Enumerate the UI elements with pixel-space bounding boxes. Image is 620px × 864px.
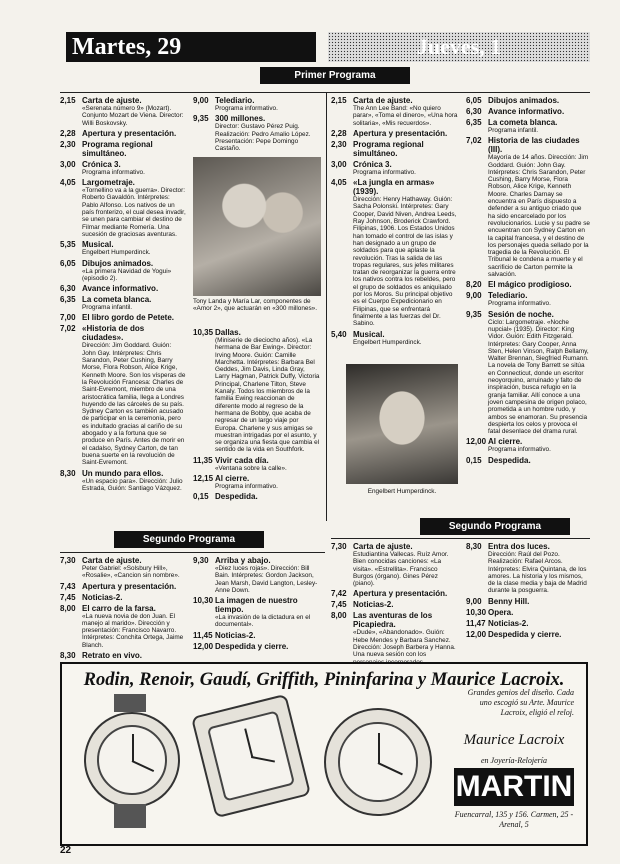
program-title: Dibujos animados. bbox=[488, 96, 560, 105]
watch-large-icon bbox=[324, 708, 432, 816]
program-entry bbox=[466, 619, 590, 628]
segundo-right-column-2 bbox=[466, 542, 590, 655]
program-title: 300 millones. bbox=[215, 114, 266, 124]
program-title: Benny Hill. bbox=[488, 596, 530, 606]
program-entry bbox=[60, 129, 186, 138]
program-time: 9,00 bbox=[466, 291, 482, 301]
segundo-right-column-1 bbox=[331, 542, 459, 659]
program-title: Apertura y presentación. bbox=[353, 128, 448, 138]
divider bbox=[331, 538, 590, 539]
program-title: Telediario. bbox=[215, 96, 255, 105]
schedule-column-2-top bbox=[193, 96, 321, 154]
program-description: «Dude», «Abandonado». Guión: Hebe Mendes y Barbara Sanchez. Dirección: Joseph Barbera y Hanna. Una nueva sesión con los bbox=[353, 629, 456, 659]
singer-photo bbox=[346, 364, 458, 484]
program-time: 5,40 bbox=[331, 329, 347, 339]
store-address: Fuencarral, 135 y 156. Carmen, 25 - Arenal, 5 bbox=[454, 810, 574, 829]
program-time: 10,35 bbox=[193, 328, 214, 337]
program-entry bbox=[193, 456, 321, 472]
program-description: Programa informativo. bbox=[488, 446, 551, 454]
program-time: 3,00 bbox=[60, 159, 76, 169]
program-title: Noticias-2. bbox=[82, 592, 123, 602]
program-description: Estudiantina Vallecas. Ruíz Amor. Bien conocidas canciones: «La visita». «Estrellita». Francisco Burgos (órgano). Gines Pérez (piano). bbox=[353, 551, 449, 588]
program-entry bbox=[331, 611, 459, 665]
program-entry bbox=[466, 107, 590, 116]
program-title: La imagen de nuestro tiempo. bbox=[215, 596, 298, 615]
program-title: Programa regional simultáneo. bbox=[82, 139, 153, 158]
program-entry bbox=[331, 178, 459, 327]
program-entry bbox=[331, 600, 459, 609]
program-entry bbox=[193, 631, 321, 640]
program-entry bbox=[466, 96, 590, 105]
program-entry bbox=[466, 136, 590, 278]
column-divider bbox=[326, 93, 327, 521]
program-title: Vivir cada día. bbox=[215, 455, 269, 465]
program-time: 11,35 bbox=[193, 455, 213, 465]
program-time: 4,05 bbox=[331, 178, 347, 188]
program-title: Arriba y abajo. bbox=[215, 556, 271, 565]
divider bbox=[60, 92, 590, 93]
program-time: 12,00 bbox=[193, 641, 214, 651]
program-entry bbox=[60, 140, 186, 158]
segundo-programa-banner-right: Segundo Programa bbox=[420, 518, 570, 535]
program-title: El mágico prodigioso. bbox=[488, 280, 572, 290]
program-entry bbox=[60, 593, 186, 602]
program-time: 4,05 bbox=[60, 178, 76, 188]
program-title: La cometa blanca. bbox=[82, 295, 152, 305]
program-title: Sesión de noche. bbox=[488, 309, 554, 319]
program-title: El libro gordo de Petete. bbox=[82, 313, 175, 323]
program-entry bbox=[466, 456, 590, 465]
program-time: 2,30 bbox=[331, 139, 347, 149]
program-time: 3,00 bbox=[331, 159, 347, 169]
program-entry bbox=[466, 118, 590, 134]
program-entry bbox=[331, 330, 459, 346]
program-description: Programa informativo. bbox=[215, 105, 278, 112]
program-description: Mayoría de 14 años. Dirección: Jim Goddard. Guión: John Gay. Intérpretes: Chris Sarandon, Peter Cushing, Barry Morse, Flora Robson, Alice Krige, Kenneth Moore. Charles Darnay se encuentra en París dispuesto a defender a su antiguo criado que ha sido encarcelado por los revolucionarios. Lucie y su padre se encuentran con Sydney Carton en la capital francesa, y el destino de los personajes queda sellado por la tragedia de la Revolución. El Tribunal le condena a muerte y el sacrificio de Carton permite la salvación. bbox=[488, 154, 590, 279]
program-time: 9,00 bbox=[466, 596, 482, 606]
program-entry bbox=[60, 556, 186, 580]
ad-tagline: Grandes genios del diseño. Cada uno escogió su Arte. Maurice Lacroix, eligió el reloj. bbox=[467, 688, 574, 717]
program-title: «La jungla en armas» (1939). bbox=[353, 178, 435, 197]
program-entry bbox=[193, 556, 321, 594]
day-header: Martes, 29 bbox=[66, 32, 316, 62]
program-description: «La nueva novia de don Juan. El manejo al marido». Dirección y presentación: Francisco Navarro. Intérpretes: Conchita Ortega, Jaime Blanch. bbox=[82, 612, 184, 649]
program-title: Opera. bbox=[488, 607, 514, 617]
schedule-column-2-bottom bbox=[193, 328, 321, 520]
program-title: Despedida y cierre. bbox=[488, 629, 562, 639]
program-time: 10,30 bbox=[466, 607, 487, 617]
program-entry bbox=[193, 114, 321, 152]
program-description: Engelbert Humperdinck. bbox=[353, 338, 422, 346]
program-time: 8,30 bbox=[60, 651, 76, 661]
program-title: Un mundo para ellos. bbox=[82, 468, 164, 478]
program-title: Carta de ajuste. bbox=[353, 96, 413, 105]
program-title: Carta de ajuste. bbox=[82, 556, 142, 565]
program-title: Musical. bbox=[353, 329, 385, 339]
program-time: 11,47 bbox=[466, 618, 486, 628]
program-title: Las aventuras de los Picapiedra. bbox=[353, 611, 433, 630]
watch-round-icon bbox=[84, 712, 180, 808]
program-time: 7,42 bbox=[331, 589, 347, 599]
program-entry bbox=[466, 310, 590, 436]
program-time: 9,00 bbox=[193, 96, 209, 105]
program-title: Dibujos animados. bbox=[82, 258, 154, 268]
program-entry bbox=[60, 582, 186, 591]
program-time: 8,30 bbox=[60, 468, 76, 478]
program-time: 2,15 bbox=[60, 96, 76, 105]
program-time: 7,30 bbox=[331, 542, 347, 551]
program-title: Noticias-2. bbox=[353, 600, 394, 610]
program-entry bbox=[466, 542, 590, 595]
program-description: Dirección: Jim Goddard. Guión: John Gay. Intérpretes: Chris Sarandon, Peter Cushing, Barry Morse, Flora Robson, Alice Krige, Kenneth Moore. Son los vísperas de la Revolución Francesa: Charles de Saint-Evremont, miembro de una aristocrática familia, llega a Londres huyendo de las cárceles de su país. Sydney Carton es también acusado de participar en la ceremonia, pero es indultado gracias al cariño de su abogado y a la fortuna que se produce en París. Antes de morir en el cadalso, Sydney Carton, de tan buena suerte en la revolución de Saint-Evremont. bbox=[82, 342, 186, 467]
program-description: The Ann Lee Band: «No quiero parar», «Toma el dinero», «Una hora solitaria», «Mis recuerdos». bbox=[353, 105, 458, 127]
schedule-column-4 bbox=[466, 96, 590, 516]
next-day-header: Jueves, 1 bbox=[328, 32, 590, 62]
program-title: Musical. bbox=[82, 240, 114, 250]
program-time: 6,30 bbox=[466, 107, 482, 116]
program-entry bbox=[466, 608, 590, 617]
program-title: Entra dos luces. bbox=[488, 542, 550, 551]
program-time: 7,45 bbox=[60, 592, 76, 602]
program-title: Carta de ajuste. bbox=[353, 542, 413, 551]
program-entry bbox=[60, 324, 186, 466]
program-time: 7,45 bbox=[331, 600, 347, 610]
program-time: 9,30 bbox=[193, 556, 209, 565]
watch-advertisement bbox=[60, 662, 588, 846]
program-description: Programa informativo. bbox=[353, 168, 416, 176]
program-title: «Historia de dos ciudades». bbox=[82, 324, 145, 343]
program-title: Crónica 3. bbox=[353, 159, 392, 169]
schedule-column-3 bbox=[331, 96, 459, 360]
program-title: Apertura y presentación. bbox=[82, 581, 177, 591]
program-title: Despedida. bbox=[488, 455, 531, 465]
band-photo bbox=[193, 157, 321, 296]
program-title: Apertura y presentación. bbox=[353, 589, 448, 599]
program-entry bbox=[193, 474, 321, 490]
program-entry bbox=[60, 259, 186, 283]
program-time: 6,35 bbox=[60, 295, 76, 305]
program-time: 6,30 bbox=[60, 284, 76, 294]
program-entry bbox=[331, 129, 459, 138]
program-title: Avance informativo. bbox=[488, 107, 565, 116]
program-time: 0,15 bbox=[193, 492, 209, 502]
program-entry bbox=[331, 589, 459, 598]
program-title: Programa regional simultáneo. bbox=[353, 139, 424, 158]
program-description: Engelbert Humperdinck. bbox=[82, 249, 151, 257]
program-title: El carro de la farsa. bbox=[82, 603, 156, 613]
program-time: 2,15 bbox=[331, 96, 347, 105]
program-entry bbox=[60, 160, 186, 176]
program-title: Despedida y cierre. bbox=[215, 641, 289, 651]
program-title: Retrato en vivo. bbox=[82, 651, 143, 661]
program-entry bbox=[60, 240, 186, 256]
program-description: (Miniserie de dieciocho años). «La hermana de Bar Ewing». Director: Irving Moore. Guión: Camille Marchetta. Intérpretes: Barbara Bel Geddes, Jim Davis, Linda Gray, Larry Hagman, Patrick Duffy, Victoria Principal, Charlene Tilton, Steve Kanaly. Todos los miembros de la familia Ewing reaccionan de diferente modo al regreso de la hermana de Bobby, que acaba de regresar de un largo viaje por Europa. Charlene y sus amigas se muestran intrigadas por el asunto, y se organiza una fiesta que cambia el sentido de la vida en Southfork. bbox=[215, 337, 320, 454]
program-title: La cometa blanca. bbox=[488, 118, 558, 127]
program-title: Despedida. bbox=[215, 492, 258, 502]
program-title: Historia de las ciudades (III). bbox=[488, 136, 580, 155]
program-time: 8,30 bbox=[466, 542, 482, 551]
program-title: Carta de ajuste. bbox=[82, 96, 142, 105]
program-time: 7,02 bbox=[466, 136, 482, 146]
program-title: Crónica 3. bbox=[82, 159, 121, 169]
program-entry bbox=[466, 630, 590, 639]
program-entry bbox=[466, 280, 590, 289]
program-time: 2,28 bbox=[331, 128, 347, 138]
program-description: «Un espacio para». Dirección: Julio Estrada, Guión: Santiago Vázquez. bbox=[82, 477, 183, 492]
program-description: Programa infantil. bbox=[488, 127, 539, 134]
program-title: Apertura y presentación. bbox=[82, 128, 177, 138]
store-name: MARTIN bbox=[454, 768, 574, 806]
program-entry bbox=[331, 160, 459, 176]
program-entry bbox=[60, 284, 186, 293]
program-entry bbox=[193, 328, 321, 454]
program-description: «Tornellino va a la guerra». Director: Roberto Gavaldón. Intérpretes: Pablo Alfonso. Los nativos de un país fronterizo, el cual desea invadir, se unen para cambiar el destino de Filmar mediante Romería. Una sucesión de graciosas aventuras. bbox=[82, 187, 186, 238]
program-entry bbox=[193, 596, 321, 629]
program-title: Dallas. bbox=[215, 328, 241, 337]
program-time: 7,00 bbox=[60, 313, 76, 323]
program-description: «Diez luces rojas». Dirección: Bill Bain. Intérpretes: Gordon Jackson, Jean Marsh, David Langton, Lesley-Anne Down. bbox=[215, 565, 318, 594]
program-title: Telediario. bbox=[488, 291, 528, 301]
program-time: 9,35 bbox=[193, 114, 209, 124]
band-photo-caption: Tony Landa y María Lar, componentes de «Amor 2», que actuarán en «300 millones». bbox=[193, 298, 317, 313]
program-time: 7,02 bbox=[60, 324, 76, 334]
program-entry bbox=[466, 437, 590, 453]
program-description: Programa infantil. bbox=[82, 304, 133, 312]
program-entry bbox=[331, 140, 459, 158]
program-description: «Ventana sobre la calle». bbox=[215, 464, 287, 472]
program-entry bbox=[193, 492, 321, 501]
ad-headline: Rodin, Renoir, Gaudí, Griffith, Pininfarina y Maurice Lacroix. bbox=[83, 670, 565, 690]
program-description: Programa informativo. bbox=[488, 300, 551, 308]
program-time: 2,30 bbox=[60, 139, 76, 149]
program-time: 6,35 bbox=[466, 118, 482, 127]
program-title: Noticias-2. bbox=[215, 630, 256, 640]
program-description: Dirección: Raúl del Pozo. Realización: Rafael Arcos. Intérpretes: Elvira Quintana, de los amores. La historia y los mismos, de la clase media y baja de Madrid durante la posguerra. bbox=[488, 551, 587, 595]
program-time: 8,20 bbox=[466, 280, 482, 290]
program-entry bbox=[60, 604, 186, 649]
program-entry bbox=[60, 96, 186, 127]
program-description: Director: Gustavo Pérez Puig. Realización: Pedro Amalio López. Presentación: Pepe Domingo Castaño. bbox=[215, 123, 311, 153]
program-entry bbox=[60, 313, 186, 322]
primer-programa-banner: Primer Programa bbox=[260, 67, 410, 84]
program-description: Ciclo: Largometraje. «Noche nupcial» (1935). Director: King Vidor. Guión: Edith Fitzgerald. Intérpretes: Gary Cooper, Anna Sten, Helen Vinson, Ralph Bellamy, Walter Brennan, Siegfried Rumann. La novela de Tony Barrett se sitúa en Connecticut, donde un escritor neoyorquino, arruinado y falto de inspiración, busca refugio en la granja familiar. Allí conoce a una joven campesina de origen polaco, prometida a un hombre rudo, y ambos se enamoran. Su presencia despierta los celos y provoca el fatal desenlace del drama rural. bbox=[488, 318, 589, 436]
program-description: «Serenata número 9» (Mozart). Conjunto Mozart de Viena. Director: Willi Boskovsky. bbox=[82, 105, 184, 127]
brand-signature: Maurice Lacroix bbox=[463, 732, 565, 748]
program-entry bbox=[60, 295, 186, 311]
program-description: «La invasión de la dictadura en el documental». bbox=[215, 614, 311, 629]
program-entry bbox=[60, 651, 186, 660]
program-time: 8,00 bbox=[331, 611, 347, 621]
store-intro: en Joyería-Relojería bbox=[481, 756, 547, 765]
segundo-programa-banner-left: Segundo Programa bbox=[114, 531, 264, 548]
divider bbox=[60, 552, 325, 553]
program-time: 12,15 bbox=[193, 474, 214, 484]
program-title: Avance informativo. bbox=[82, 284, 159, 294]
program-title: Noticias-2. bbox=[488, 618, 529, 628]
schedule-column-1 bbox=[60, 96, 186, 520]
program-time: 10,30 bbox=[193, 596, 214, 606]
program-time: 12,00 bbox=[466, 629, 487, 639]
program-entry bbox=[60, 469, 186, 493]
program-time: 7,43 bbox=[60, 581, 76, 591]
program-time: 8,00 bbox=[60, 603, 76, 613]
program-time: 2,28 bbox=[60, 128, 76, 138]
program-description: Dirección: Henry Hathaway. Guión: Sacha Polonski. Intérpretes: Gary Cooper, David Niven, Andrea Leeds, Ray Johnson, Broderick Crawford. Filipinas, 1906. Los Estados Unidos han tomado el control de las islas y han designado a un grupo de soldados para que aplaste la revolución. Tras la salida de las tropas regulares, sus jefes militares tratan de reorganizar la guerra entre los nativos contra los rebeldes, pero el grupo de soldados es aniquilado por los Moros. Su principal objetivo es el Cuerpo Expedicionario en Filipinas, que se enfrentará finalmente a las fuerzas del Dr. Sabino. bbox=[353, 196, 457, 328]
program-entry bbox=[193, 642, 321, 651]
segundo-left-column-1 bbox=[60, 556, 186, 661]
program-entry bbox=[466, 291, 590, 307]
program-time: 6,05 bbox=[466, 96, 482, 105]
program-time: 7,30 bbox=[60, 556, 76, 565]
program-entry bbox=[466, 597, 590, 606]
program-time: 6,05 bbox=[60, 258, 76, 268]
program-description: «La primera Navidad de Yogui» (episodio 2). bbox=[82, 267, 172, 282]
segundo-left-column-2 bbox=[193, 556, 321, 655]
program-title: Al cierre. bbox=[488, 437, 523, 447]
watch-square-icon bbox=[191, 694, 311, 819]
program-time: 9,35 bbox=[466, 309, 482, 319]
program-time: 11,45 bbox=[193, 630, 213, 640]
program-entry bbox=[331, 542, 459, 587]
program-time: 0,15 bbox=[466, 455, 482, 465]
program-time: 12,00 bbox=[466, 437, 487, 447]
singer-photo-caption: Engelbert Humperdinck. bbox=[367, 488, 437, 495]
program-title: Largometraje. bbox=[82, 178, 135, 188]
program-description: Programa informativo. bbox=[215, 483, 278, 491]
program-title: Al cierre. bbox=[215, 474, 250, 484]
program-entry bbox=[193, 96, 321, 112]
program-description: Programa informativo. bbox=[82, 168, 145, 176]
program-entry bbox=[331, 96, 459, 127]
program-time: 5,35 bbox=[60, 240, 76, 250]
program-entry bbox=[60, 178, 186, 238]
page-number: 22 bbox=[60, 845, 72, 856]
program-description: Peter Gabriel: «Solsbury Hill», «Rosalie», «Cancion sin nombre». bbox=[82, 565, 180, 580]
